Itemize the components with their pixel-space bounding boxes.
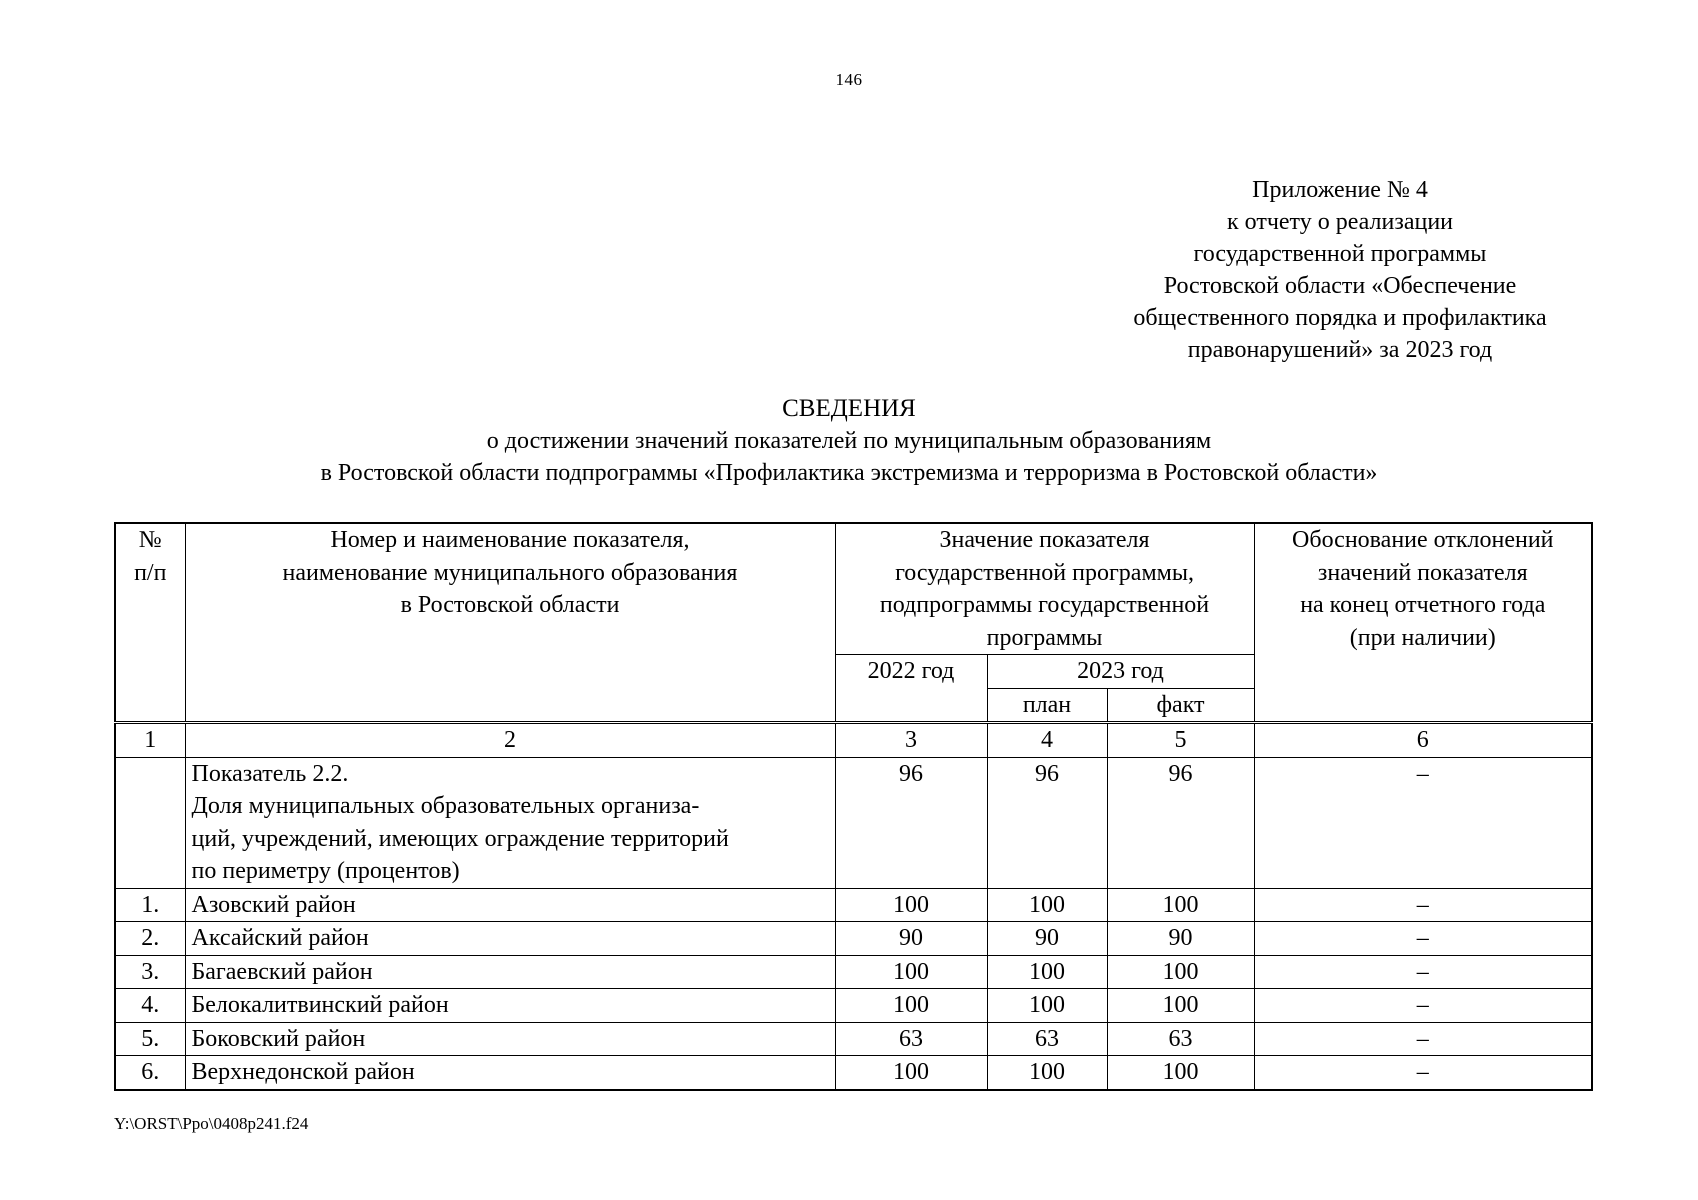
row-plan: 100 bbox=[987, 955, 1107, 989]
header-name bbox=[185, 523, 835, 723]
row-2022: 100 bbox=[835, 1056, 987, 1090]
indicator-num bbox=[115, 757, 185, 888]
header-justification-line: (при наличии) bbox=[1349, 624, 1496, 651]
row-2022: 100 bbox=[835, 888, 987, 922]
row-name: Азовский район bbox=[185, 888, 835, 922]
row-num: 6. bbox=[115, 1056, 185, 1090]
column-number: 5 bbox=[1107, 723, 1254, 758]
row-fact: 100 bbox=[1107, 888, 1254, 922]
title-line: о достижении значений показателей по муниципальным образованиям bbox=[486, 428, 1212, 454]
header-fact: факт bbox=[1107, 688, 1254, 723]
appendix-line: правонарушений» за 2023 год bbox=[1187, 337, 1493, 363]
row-num: 5. bbox=[115, 1022, 185, 1056]
row-plan: 63 bbox=[987, 1022, 1107, 1056]
row-2022: 90 bbox=[835, 922, 987, 956]
title-line: в Ростовской области подпрограммы «Профилактика экстремизма и терроризма в Ростовской области» bbox=[320, 460, 1378, 486]
header-name-line: в Ростовской области bbox=[400, 592, 620, 618]
header-justification-line: значений показателя bbox=[1317, 559, 1528, 586]
page-number: 146 bbox=[835, 70, 863, 89]
row-justification: – bbox=[1254, 888, 1592, 922]
document-title bbox=[0, 393, 1698, 489]
column-number: 4 bbox=[987, 723, 1107, 758]
row-num: 1. bbox=[115, 888, 185, 922]
table-row bbox=[115, 888, 1592, 922]
row-num: 3. bbox=[115, 955, 185, 989]
row-name: Багаевский район bbox=[185, 955, 835, 989]
header-year-2023: 2023 год bbox=[987, 655, 1254, 689]
column-numbers-row bbox=[115, 723, 1592, 758]
row-justification: – bbox=[1254, 955, 1592, 989]
indicator-name-line: Доля муниципальных образовательных организа- bbox=[191, 793, 700, 819]
row-2022: 100 bbox=[835, 955, 987, 989]
row-fact: 100 bbox=[1107, 989, 1254, 1023]
row-plan: 100 bbox=[987, 989, 1107, 1023]
row-name: Верхнедонской район bbox=[185, 1056, 835, 1090]
header-value-line: Значение показателя bbox=[939, 527, 1150, 553]
indicator-name-line: ций, учреждений, имеющих ограждение территорий bbox=[191, 825, 729, 852]
header-name-line: Номер и наименование показателя, bbox=[330, 527, 690, 553]
header-justification-line: Обоснование отклонений bbox=[1292, 527, 1554, 553]
header-name-line: наименование муниципального образования bbox=[282, 559, 738, 586]
appendix-block bbox=[1055, 174, 1625, 366]
row-plan: 100 bbox=[987, 1056, 1107, 1090]
table-row bbox=[115, 1056, 1592, 1090]
row-justification: – bbox=[1254, 1056, 1592, 1090]
header-plan: план bbox=[987, 688, 1107, 723]
indicator-fact: 96 bbox=[1107, 757, 1254, 888]
row-plan: 100 bbox=[987, 888, 1107, 922]
table-row bbox=[115, 1022, 1592, 1056]
header-year-2022: 2022 год bbox=[835, 655, 987, 723]
indicator-justification: – bbox=[1254, 757, 1592, 888]
table-row bbox=[115, 989, 1592, 1023]
row-num: 4. bbox=[115, 989, 185, 1023]
header-value bbox=[835, 523, 1254, 655]
appendix-line: к отчету о реализации bbox=[1226, 209, 1454, 235]
column-number: 1 bbox=[115, 723, 185, 758]
header-num-line: п/п bbox=[134, 559, 167, 586]
indicator-plan: 96 bbox=[987, 757, 1107, 888]
row-fact: 90 bbox=[1107, 922, 1254, 956]
header-num bbox=[115, 523, 185, 723]
appendix-line: государственной программы bbox=[1193, 241, 1487, 267]
indicators-table bbox=[114, 522, 1593, 1091]
row-name: Белокалитвинский район bbox=[185, 989, 835, 1023]
header-justification bbox=[1254, 523, 1592, 723]
header-value-line: государственной программы, bbox=[895, 559, 1194, 586]
table-row bbox=[115, 922, 1592, 956]
header-value-line: подпрограммы государственной bbox=[879, 592, 1210, 618]
header-justification-line: на конец отчетного года bbox=[1300, 592, 1546, 618]
row-plan: 90 bbox=[987, 922, 1107, 956]
header-value-line: программы bbox=[986, 624, 1103, 651]
row-justification: – bbox=[1254, 1022, 1592, 1056]
header-row bbox=[115, 523, 1592, 655]
column-number: 3 bbox=[835, 723, 987, 758]
table-row bbox=[115, 955, 1592, 989]
column-number: 6 bbox=[1254, 723, 1592, 758]
indicator-row bbox=[115, 757, 1592, 888]
file-path-footer: Y:\ORST\Ppo\0408p241.f24 bbox=[114, 1114, 309, 1133]
row-num: 2. bbox=[115, 922, 185, 956]
row-justification: – bbox=[1254, 989, 1592, 1023]
row-name: Боковский район bbox=[185, 1022, 835, 1056]
row-fact: 100 bbox=[1107, 1056, 1254, 1090]
appendix-line: Приложение № 4 bbox=[1252, 177, 1428, 203]
appendix-line: Ростовской области «Обеспечение bbox=[1163, 273, 1517, 299]
column-number: 2 bbox=[185, 723, 835, 758]
indicator-2022: 96 bbox=[835, 757, 987, 888]
row-2022: 63 bbox=[835, 1022, 987, 1056]
indicator-name bbox=[185, 757, 835, 888]
appendix-line: общественного порядка и профилактика bbox=[1133, 305, 1547, 331]
row-2022: 100 bbox=[835, 989, 987, 1023]
row-fact: 100 bbox=[1107, 955, 1254, 989]
header-num-line: № bbox=[138, 527, 162, 553]
indicator-name-line: Показатель 2.2. bbox=[191, 760, 349, 787]
row-name: Аксайский район bbox=[185, 922, 835, 956]
title-heading: СВЕДЕНИЯ bbox=[782, 395, 916, 422]
row-fact: 63 bbox=[1107, 1022, 1254, 1056]
indicator-name-line: по периметру (процентов) bbox=[191, 858, 460, 884]
row-justification: – bbox=[1254, 922, 1592, 956]
